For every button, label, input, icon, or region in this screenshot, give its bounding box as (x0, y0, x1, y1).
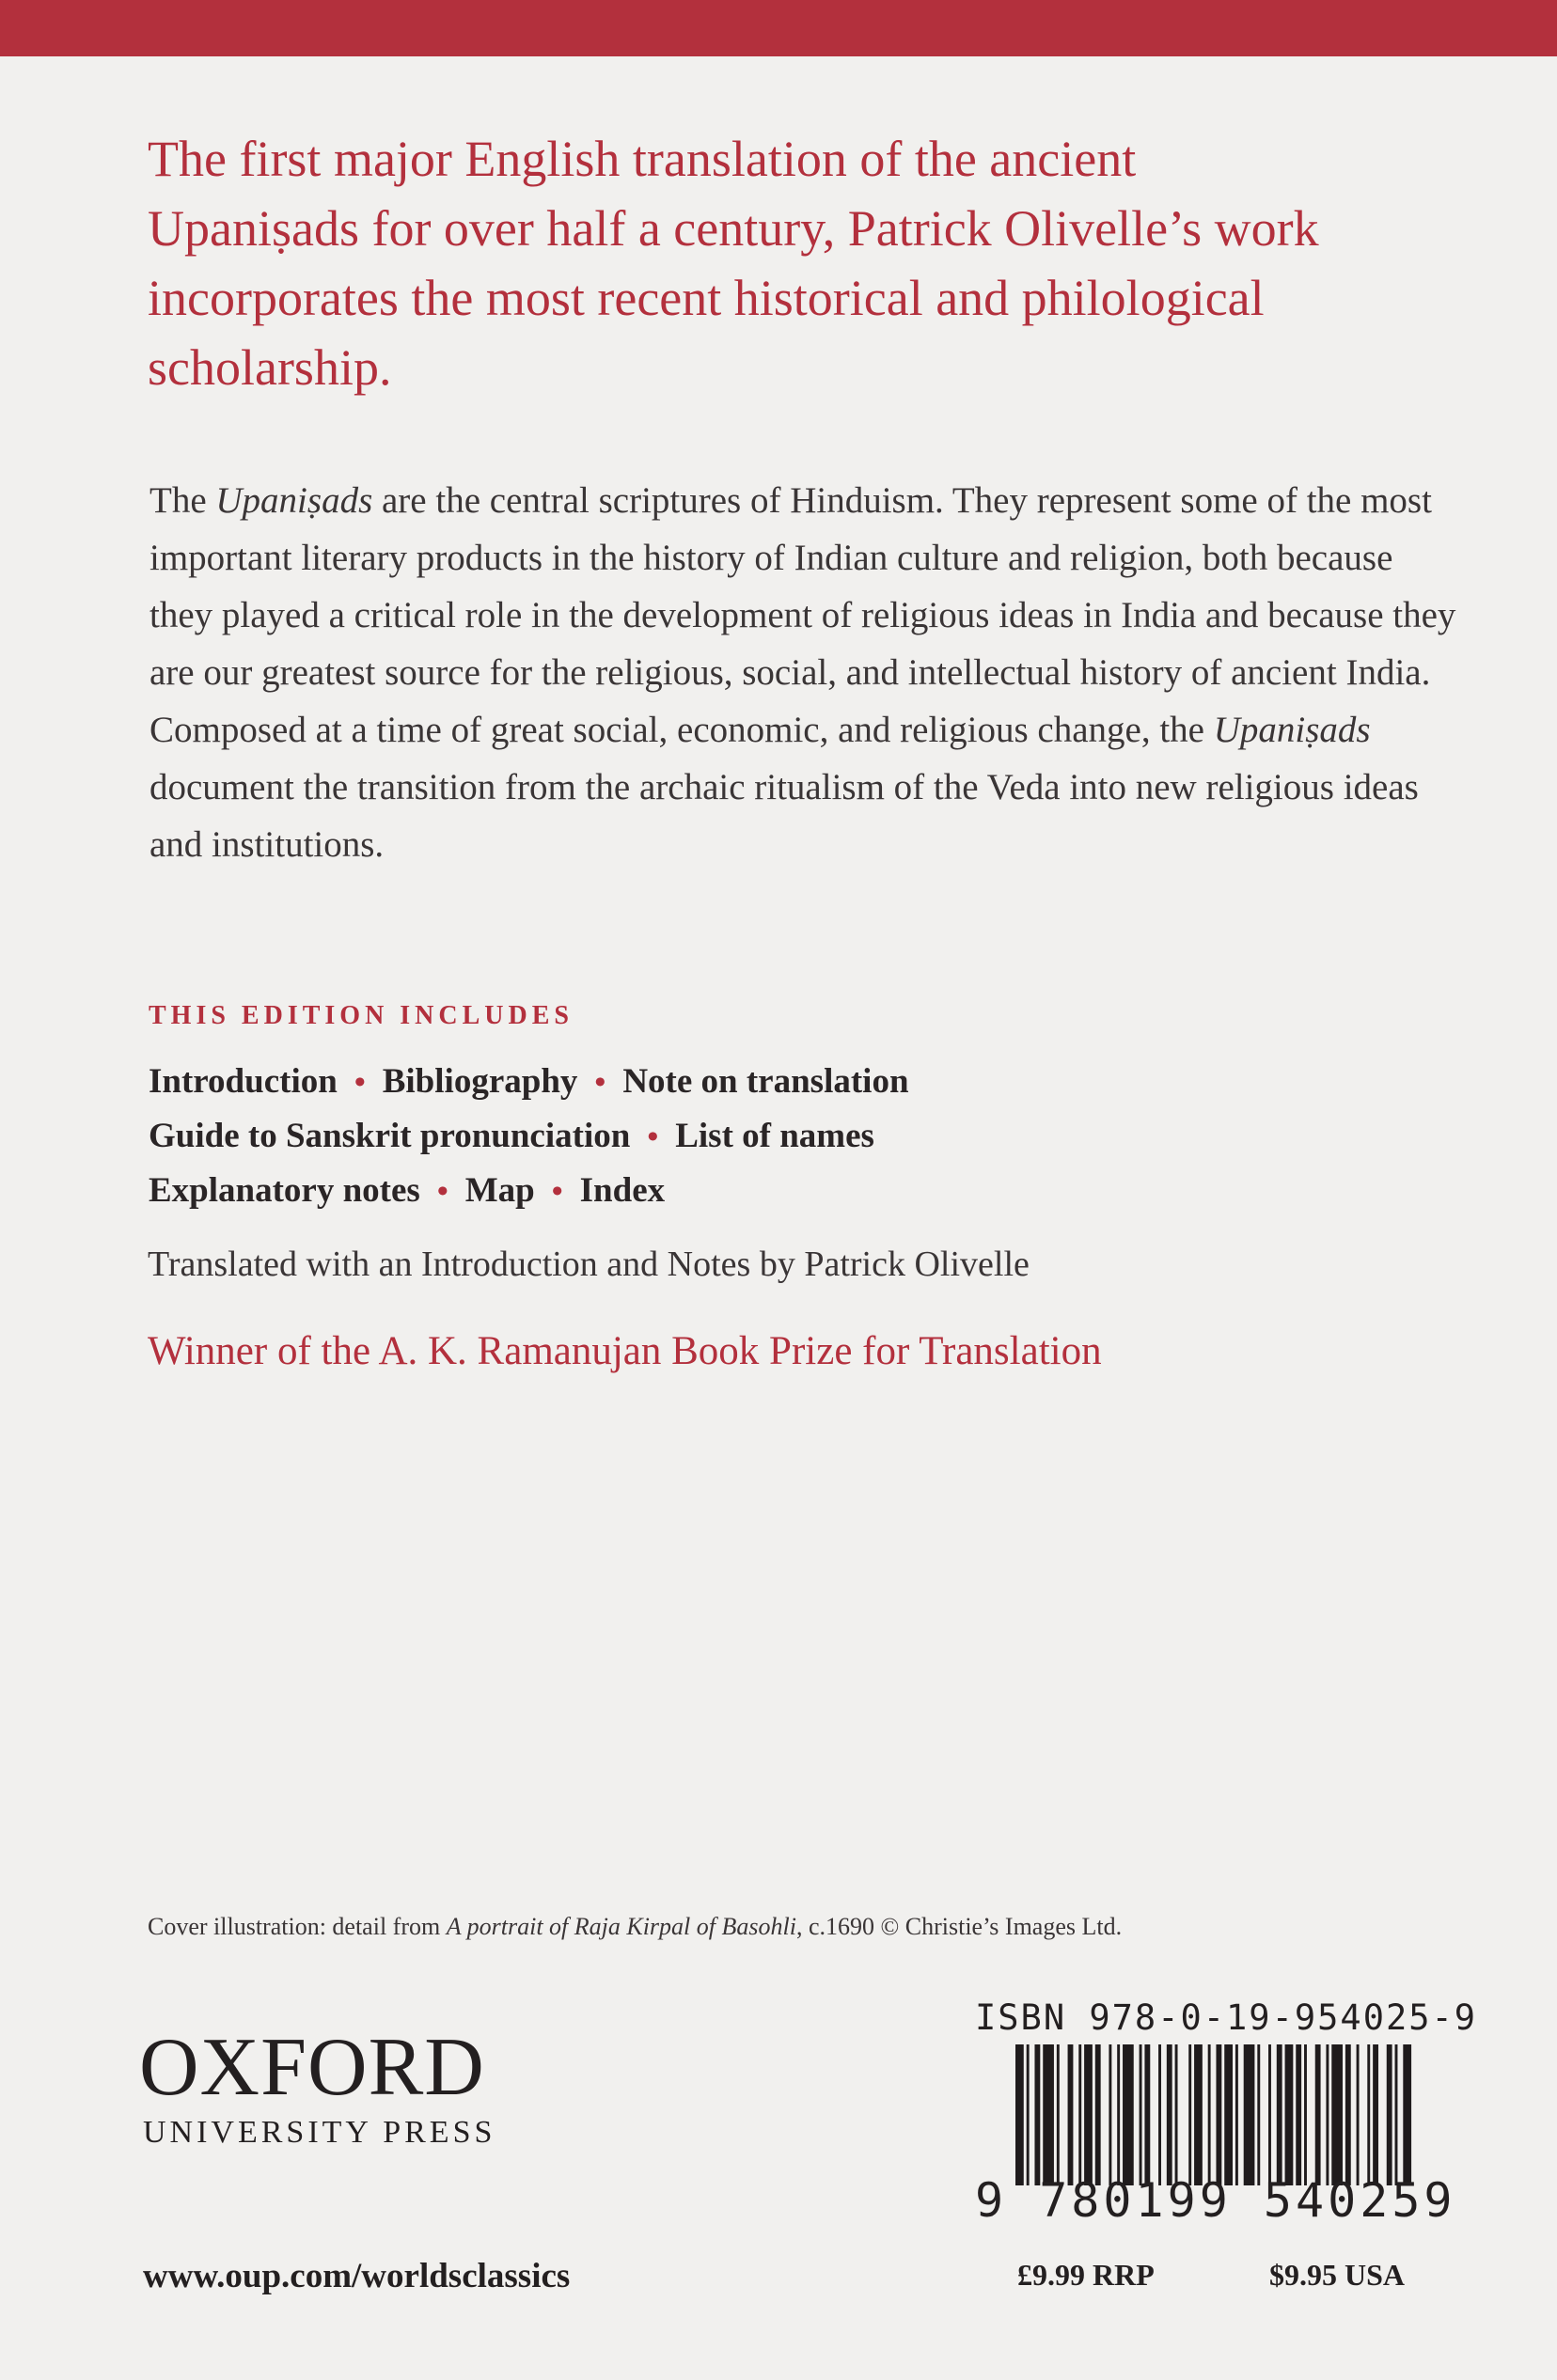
barcode-digits: 9 780199 540259 (975, 2173, 1456, 2228)
includes-item: Introduction (149, 1062, 338, 1101)
tagline: The first major English translation of the ancient Upaniṣads for over half a century, Patrick Olivelle’s work incorporates the most recent historical and philological scholarship. (148, 131, 1319, 396)
barcode-bar (1144, 2044, 1150, 2185)
description-paragraph (149, 472, 1456, 873)
description-text-2: are the central scriptures of Hinduism. They represent some of the most important literary products in the history of Indian culture and religion, both because they played a critical role in the development of religious ideas in India and because they are our greatest source for the religious, social, and intellectual history of ancient India. Composed at a time of great social, economic, and religious change, the (149, 480, 1456, 750)
bullet-icon: • (647, 1120, 659, 1154)
barcode-bar (1123, 2044, 1134, 2185)
includes-item: Bibliography (382, 1062, 578, 1101)
barcode-bar (1188, 2044, 1191, 2185)
cover-credit-suffix: , c.1690 © Christie’s Images Ltd. (795, 1913, 1123, 1940)
barcode-bar (1117, 2044, 1120, 2185)
price-uk: £9.99 RRP (1017, 2258, 1155, 2292)
barcode-bar (1167, 2044, 1172, 2185)
bullet-icon: • (594, 1065, 606, 1100)
includes-item: Map (464, 1171, 535, 1210)
barcode-bar (1345, 2044, 1351, 2185)
description-italic-1: Upaniṣads (215, 480, 373, 521)
barcode-bar (1268, 2044, 1271, 2185)
barcode-icon (1015, 2044, 1414, 2185)
includes-item: Explanatory notes (149, 1171, 420, 1210)
price-us: $9.95 USA (1269, 2258, 1406, 2292)
includes-line-2 (149, 1109, 1371, 1164)
barcode-bar (1296, 2044, 1301, 2185)
cover-credit-prefix: Cover illustration: detail from (148, 1913, 447, 1940)
barcode-bar (1034, 2044, 1040, 2185)
barcode-bar (1235, 2044, 1238, 2185)
barcode-bar (1027, 2044, 1030, 2185)
barcode-bar (1068, 2044, 1074, 2185)
publisher-website: www.oup.com/worldsclassics (143, 2257, 571, 2295)
barcode-bar (1216, 2044, 1221, 2185)
barcode-bar (1285, 2044, 1294, 2185)
barcode-bar (1015, 2044, 1024, 2185)
barcode-bar (1326, 2044, 1329, 2185)
includes-list (149, 1055, 1371, 1218)
barcode-bar (1095, 2044, 1101, 2185)
barcode-bar (1109, 2044, 1111, 2185)
barcode-bar (1140, 2044, 1142, 2185)
barcode-bar (1208, 2044, 1211, 2185)
top-color-band (0, 0, 1557, 56)
barcode-bar (1084, 2044, 1093, 2185)
barcode-bar (1395, 2044, 1398, 2185)
publisher-logo: OXFORD (139, 2022, 485, 2113)
barcode-bar (1357, 2044, 1360, 2185)
publisher-subname: UNIVERSITY PRESS (143, 2115, 496, 2150)
barcode-bar (1078, 2044, 1081, 2185)
barcode-bar (1277, 2044, 1282, 2185)
cover-credit-title: A portrait of Raja Kirpal of Basohli (446, 1913, 796, 1940)
description-italic-2: Upaniṣads (1213, 710, 1371, 750)
barcode-bar (1373, 2044, 1378, 2185)
barcode-bar (1257, 2044, 1260, 2185)
barcode-bar (1043, 2044, 1054, 2185)
barcode-bar (1244, 2044, 1255, 2185)
barcode-bar (1367, 2044, 1370, 2185)
includes-item: Guide to Sanskrit pronunciation (149, 1117, 631, 1155)
barcode-bar (1175, 2044, 1178, 2185)
description-text-3: document the transition from the archaic ritualism of the Veda into new religious ideas and institutions. (149, 767, 1419, 865)
barcode-bar (1158, 2044, 1161, 2185)
includes-item: List of names (675, 1117, 874, 1155)
bullet-icon: • (551, 1174, 563, 1209)
includes-item: Index (579, 1171, 666, 1210)
description-text-1: The (149, 480, 216, 521)
includes-item: Note on translation (622, 1062, 909, 1101)
cover-illustration-credit (148, 1913, 1122, 1941)
includes-line-3 (149, 1164, 1371, 1218)
barcode-bar (1315, 2044, 1321, 2185)
barcode-bar (1057, 2044, 1060, 2185)
barcode-bar (1387, 2044, 1392, 2185)
barcode-bar (1403, 2044, 1411, 2185)
translator-credit: Translated with an Introduction and Notes by Patrick Olivelle (148, 1245, 1030, 1284)
bullet-icon: • (436, 1174, 448, 1209)
includes-line-1 (149, 1055, 1371, 1109)
barcode-bar (1304, 2044, 1307, 2185)
prize-line: Winner of the A. K. Ramanujan Book Prize for Translation (148, 1329, 1102, 1373)
barcode-bar (1194, 2044, 1203, 2185)
barcode-bar (1224, 2044, 1233, 2185)
isbn-label: ISBN 978-0-19-954025-9 (975, 1997, 1478, 2038)
includes-heading: THIS EDITION INCLUDES (149, 1001, 574, 1030)
barcode-bar (1331, 2044, 1343, 2185)
bullet-icon: • (354, 1065, 366, 1100)
